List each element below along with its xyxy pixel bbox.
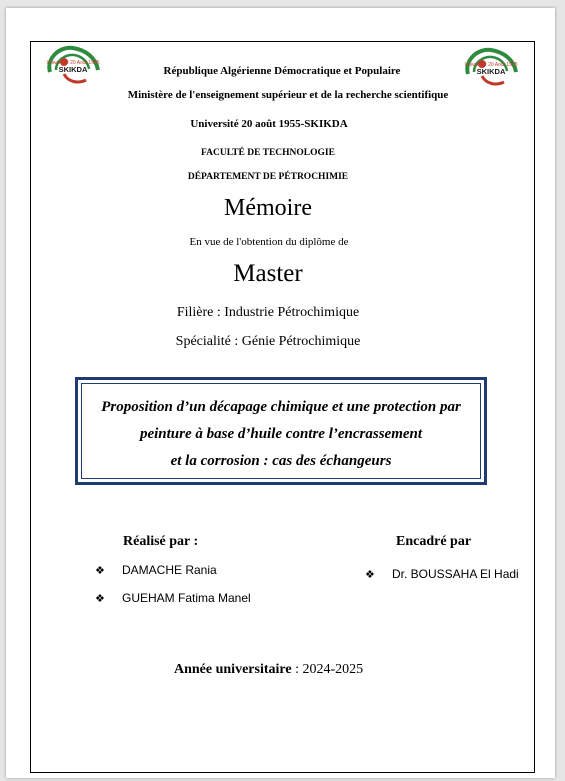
degree-title: Master	[233, 260, 303, 287]
bullet-icon: ❖	[365, 569, 375, 581]
university-text: Université 20 août 1955-SKIKDA	[190, 118, 348, 130]
faculty-text: FACULTÉ DE TECHNOLOGIE	[201, 148, 335, 158]
supervisor-heading: Encadré par	[396, 534, 472, 549]
bullet-icon: ❖	[95, 565, 105, 577]
filiere-text: Filière : Industrie Pétrochimique	[176, 305, 360, 320]
authors-heading: Réalisé par :	[123, 534, 199, 549]
supervisor-name: Dr. BOUSSAHA El Hadi	[392, 567, 519, 581]
thesis-title-frame	[75, 377, 487, 485]
department-text: DÉPARTEMENT DE PÉTROCHIMIE	[187, 172, 349, 182]
degree-purpose-text: En vue de l'obtention du diplôme de	[189, 236, 349, 248]
author-name: GUEHAM Fatima Manel	[122, 591, 251, 605]
author-name: DAMACHE Rania	[122, 563, 217, 577]
academic-year	[174, 662, 363, 678]
document-type-title: Mémoire	[224, 195, 312, 221]
logo-top-text: Université 20 Août 1955	[46, 60, 100, 66]
logo-name-text: SKIKDA	[58, 65, 88, 74]
thesis-title-line-2: peinture à base d’huile contre l’encrassement	[139, 426, 423, 442]
skikda-university-logo-icon-right	[460, 44, 522, 90]
bullet-icon: ❖	[95, 593, 105, 605]
logo-name-text-right: SKIKDA	[476, 67, 506, 76]
republic-text: République Algérienne Démocratique et Populaire	[163, 65, 401, 77]
academic-year-value: : 2024-2025	[295, 662, 364, 677]
skikda-university-logo-icon	[42, 42, 104, 88]
ministry-text: Ministère de l'enseignement supérieur et de la recherche scientifique	[127, 89, 449, 101]
academic-year-label: Année universitaire	[174, 662, 292, 677]
document-page	[6, 8, 555, 778]
logo-top-text-right: Université 20 Août 1955	[464, 62, 518, 68]
thesis-title-line-3: et la corrosion : cas des échangeurs	[170, 453, 392, 469]
thesis-title-line-1: Proposition d’un décapage chimique et une protection par	[101, 399, 461, 415]
specialite-text: Spécialité : Génie Pétrochimique	[175, 334, 361, 349]
